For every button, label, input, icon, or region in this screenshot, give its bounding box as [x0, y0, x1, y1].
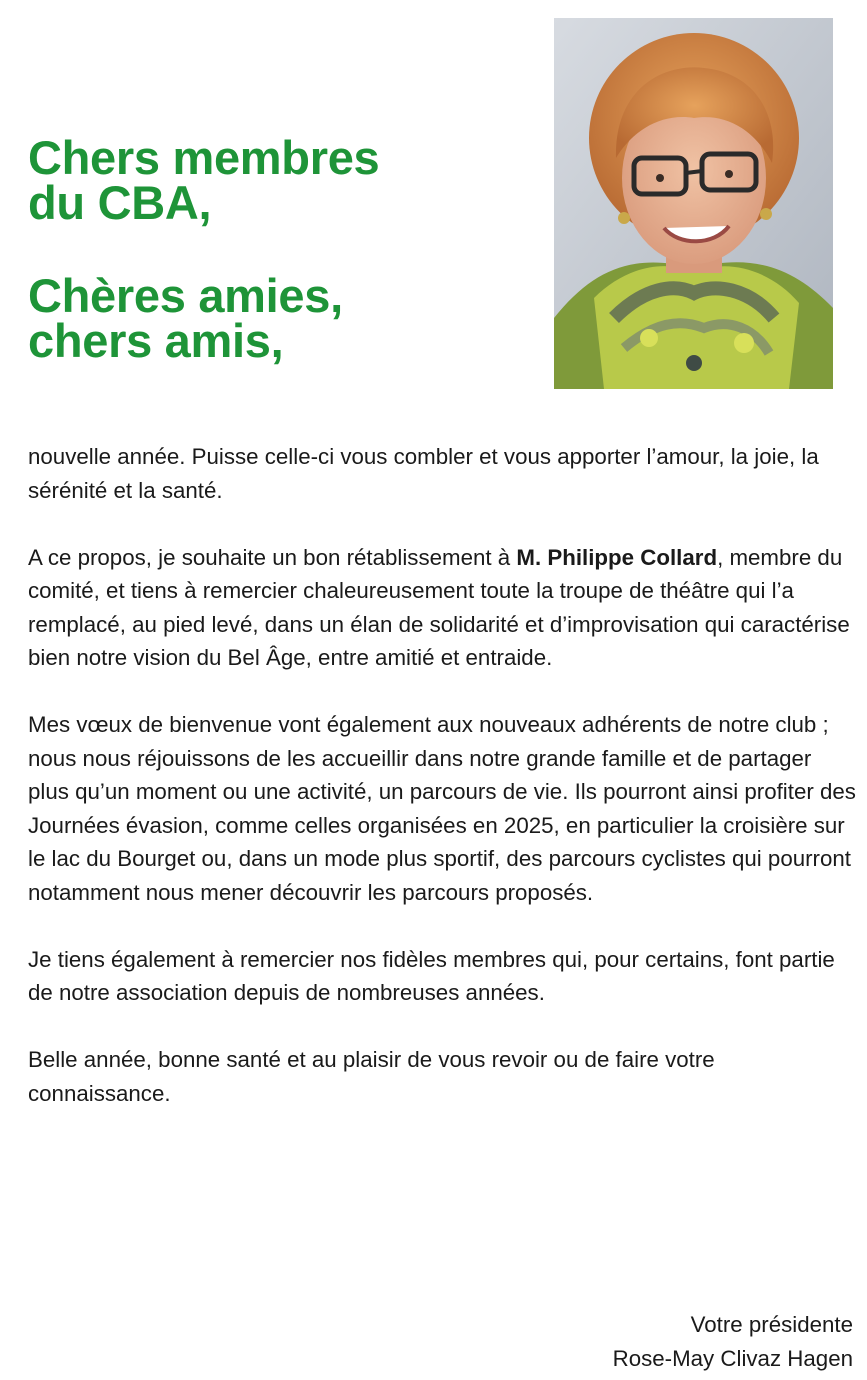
greeting-spacer — [28, 225, 528, 273]
signature-block — [613, 1308, 853, 1375]
paragraph-1: nouvelle année. Puisse celle-ci vous combler et vous apporter l’amour, la joie, la sérénité et la santé. — [28, 444, 819, 503]
signature-name: Rose-May Clivaz Hagen — [612, 1345, 853, 1371]
paragraph-2 — [28, 541, 858, 675]
closing-paragraph: Belle année, bonne santé et au plaisir de vous revoir ou de faire votre connaissance. — [28, 1047, 715, 1106]
greeting-heading — [28, 131, 528, 367]
paragraph-4: Je tiens également à remercier nos fidèles membres qui, pour certains, font partie de notre association depuis de nombreuses années. — [28, 946, 835, 1005]
portrait-illustration — [554, 18, 833, 389]
committee-member-name: M. Philippe Collard — [516, 544, 718, 570]
paragraph-3: Mes vœux de bienvenue vont également aux nouveaux adhérents de notre club ; nous nous réjouissons de les accueillir dans notre grande famille et de partager plus qu’un moment ou une activité, un parcours de vie. Ils pourront ainsi profiter des Journées évasion, comme celles organisées en 2025, en particulier la croisière sur le lac du Bourget ou, dans un mode plus sportif, des parcours cyclistes qui pourront notamment nous mener découvrir les parcours proposés. — [28, 712, 856, 905]
greeting-line-2: du CBA, — [28, 176, 212, 229]
signature-role: Votre présidente — [690, 1312, 853, 1337]
letter-body — [28, 440, 858, 1144]
paragraph-2-start: A ce propos, je souhaite un bon rétablissement à — [28, 544, 517, 570]
paragraph-2-end: , membre du comité, et tiens à remercier chaleureusement toute la troupe de théâtre qui l’a remplacé, au pied levé, dans un élan de solidarité et d’improvisation qui caractérise bien notre vision du Bel Âge, entre amitié et entraide. — [28, 544, 850, 670]
greeting-line-4: chers amis, — [28, 314, 284, 367]
greeting-line-3: Chères amies, — [28, 269, 343, 322]
greeting-line-1: Chers membres — [28, 131, 380, 184]
portrait-photo — [554, 18, 833, 389]
